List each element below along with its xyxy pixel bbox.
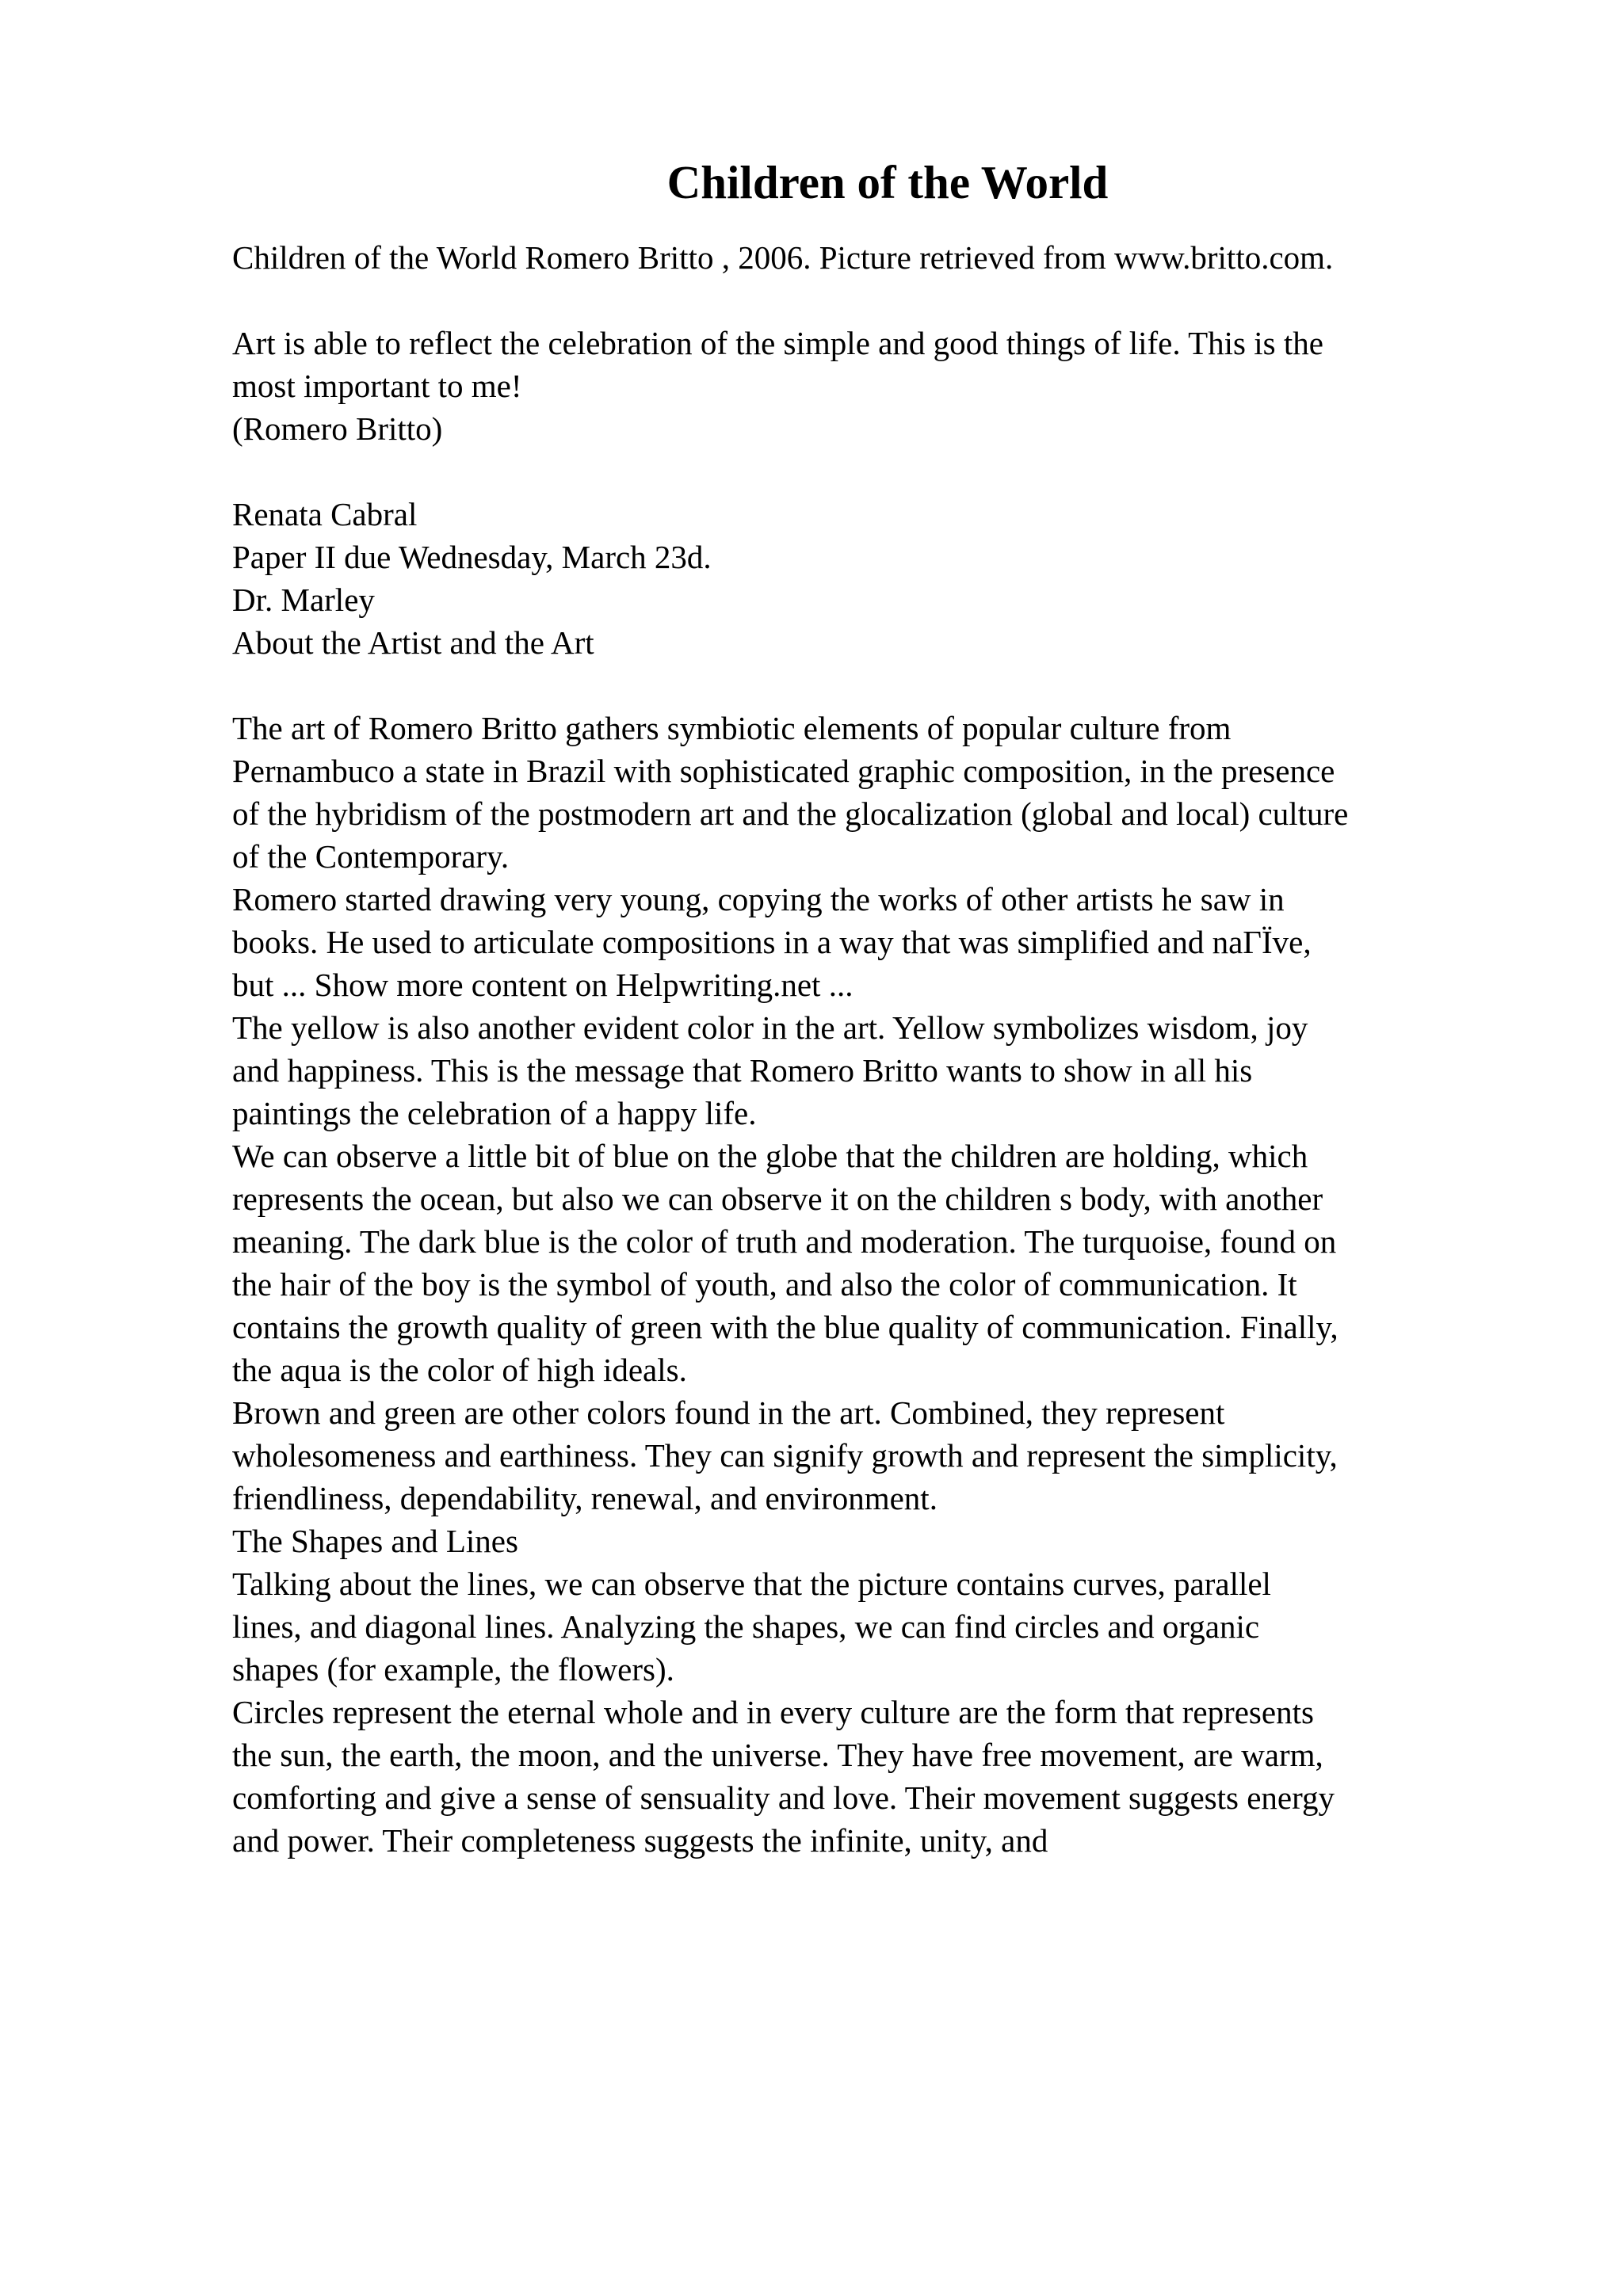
body-line: Brown and green are other colors found in the art. Combined, they represent	[232, 1394, 1225, 1431]
body-text	[232, 707, 1516, 1862]
body-line: wholesomeness and earthiness. They can signify growth and represent the simplicity,	[232, 1437, 1338, 1474]
image-caption: Children of the World Romero Britto , 2006. Picture retrieved from www.britto.com.	[232, 239, 1334, 276]
body-line: shapes (for example, the flowers).	[232, 1651, 674, 1688]
quote-line: Art is able to reflect the celebration of the simple and good things of life. This is the	[232, 325, 1323, 361]
body-line: lines, and diagonal lines. Analyzing the shapes, we can find circles and organic	[232, 1608, 1260, 1645]
document-title: Children of the World	[666, 156, 1109, 208]
body-line: the sun, the earth, the moon, and the universe. They have free movement, are warm,	[232, 1737, 1323, 1773]
quote-line: most important to me!	[232, 368, 522, 404]
body-line: paintings the celebration of a happy life.	[232, 1095, 757, 1131]
body-line: Talking about the lines, we can observe that the picture contains curves, parallel	[232, 1566, 1271, 1602]
body-line: We can observe a little bit of blue on the globe that the children are holding, which	[232, 1138, 1308, 1174]
body-line: Pernambuco a state in Brazil with sophisticated graphic composition, in the presence	[232, 753, 1335, 789]
document-content	[232, 151, 1516, 1862]
body-line: The art of Romero Britto gathers symbiotic elements of popular culture from	[232, 710, 1232, 746]
body-line: books. He used to articulate compositions in a way that was simplified and naГЇve,	[232, 924, 1312, 960]
quote-attribution: (Romero Britto)	[232, 410, 443, 447]
body-line: of the Contemporary.	[232, 838, 510, 875]
body-line: and power. Their completeness suggests the infinite, unity, and	[232, 1822, 1048, 1859]
body-line: meaning. The dark blue is the color of truth and moderation. The turquoise, found on	[232, 1223, 1337, 1260]
author-name: Renata Cabral	[232, 496, 418, 532]
body-line: of the hybridism of the postmodern art and the glocalization (global and local) culture	[232, 795, 1349, 832]
body-line: the hair of the boy is the symbol of youth, and also the color of communication. It	[232, 1266, 1297, 1302]
subheading-shapes-and-lines: The Shapes and Lines	[232, 1523, 518, 1559]
body-line: comforting and give a sense of sensuality and love. Their movement suggests energy	[232, 1779, 1335, 1816]
body-line: The yellow is also another evident color in the art. Yellow symbolizes wisdom, joy	[232, 1009, 1308, 1046]
due-date: Paper II due Wednesday, March 23d.	[232, 539, 712, 575]
section-title: About the Artist and the Art	[232, 624, 594, 661]
artist-quote	[232, 322, 1516, 450]
paper-heading-block	[232, 493, 1516, 664]
body-line: represents the ocean, but also we can observe it on the children s body, with another	[232, 1180, 1323, 1217]
body-line: the aqua is the color of high ideals.	[232, 1352, 687, 1388]
body-line: Circles represent the eternal whole and in every culture are the form that represents	[232, 1694, 1314, 1730]
body-line: and happiness. This is the message that Romero Britto wants to show in all his	[232, 1052, 1253, 1089]
body-line: contains the growth quality of green with the blue quality of communication. Finally,	[232, 1309, 1338, 1345]
instructor-name: Dr. Marley	[232, 582, 375, 618]
body-line: friendliness, dependability, renewal, and environment.	[232, 1480, 938, 1516]
body-line: but ... Show more content on Helpwriting.net ...	[232, 967, 854, 1003]
body-line: Romero started drawing very young, copying the works of other artists he saw in	[232, 881, 1285, 917]
